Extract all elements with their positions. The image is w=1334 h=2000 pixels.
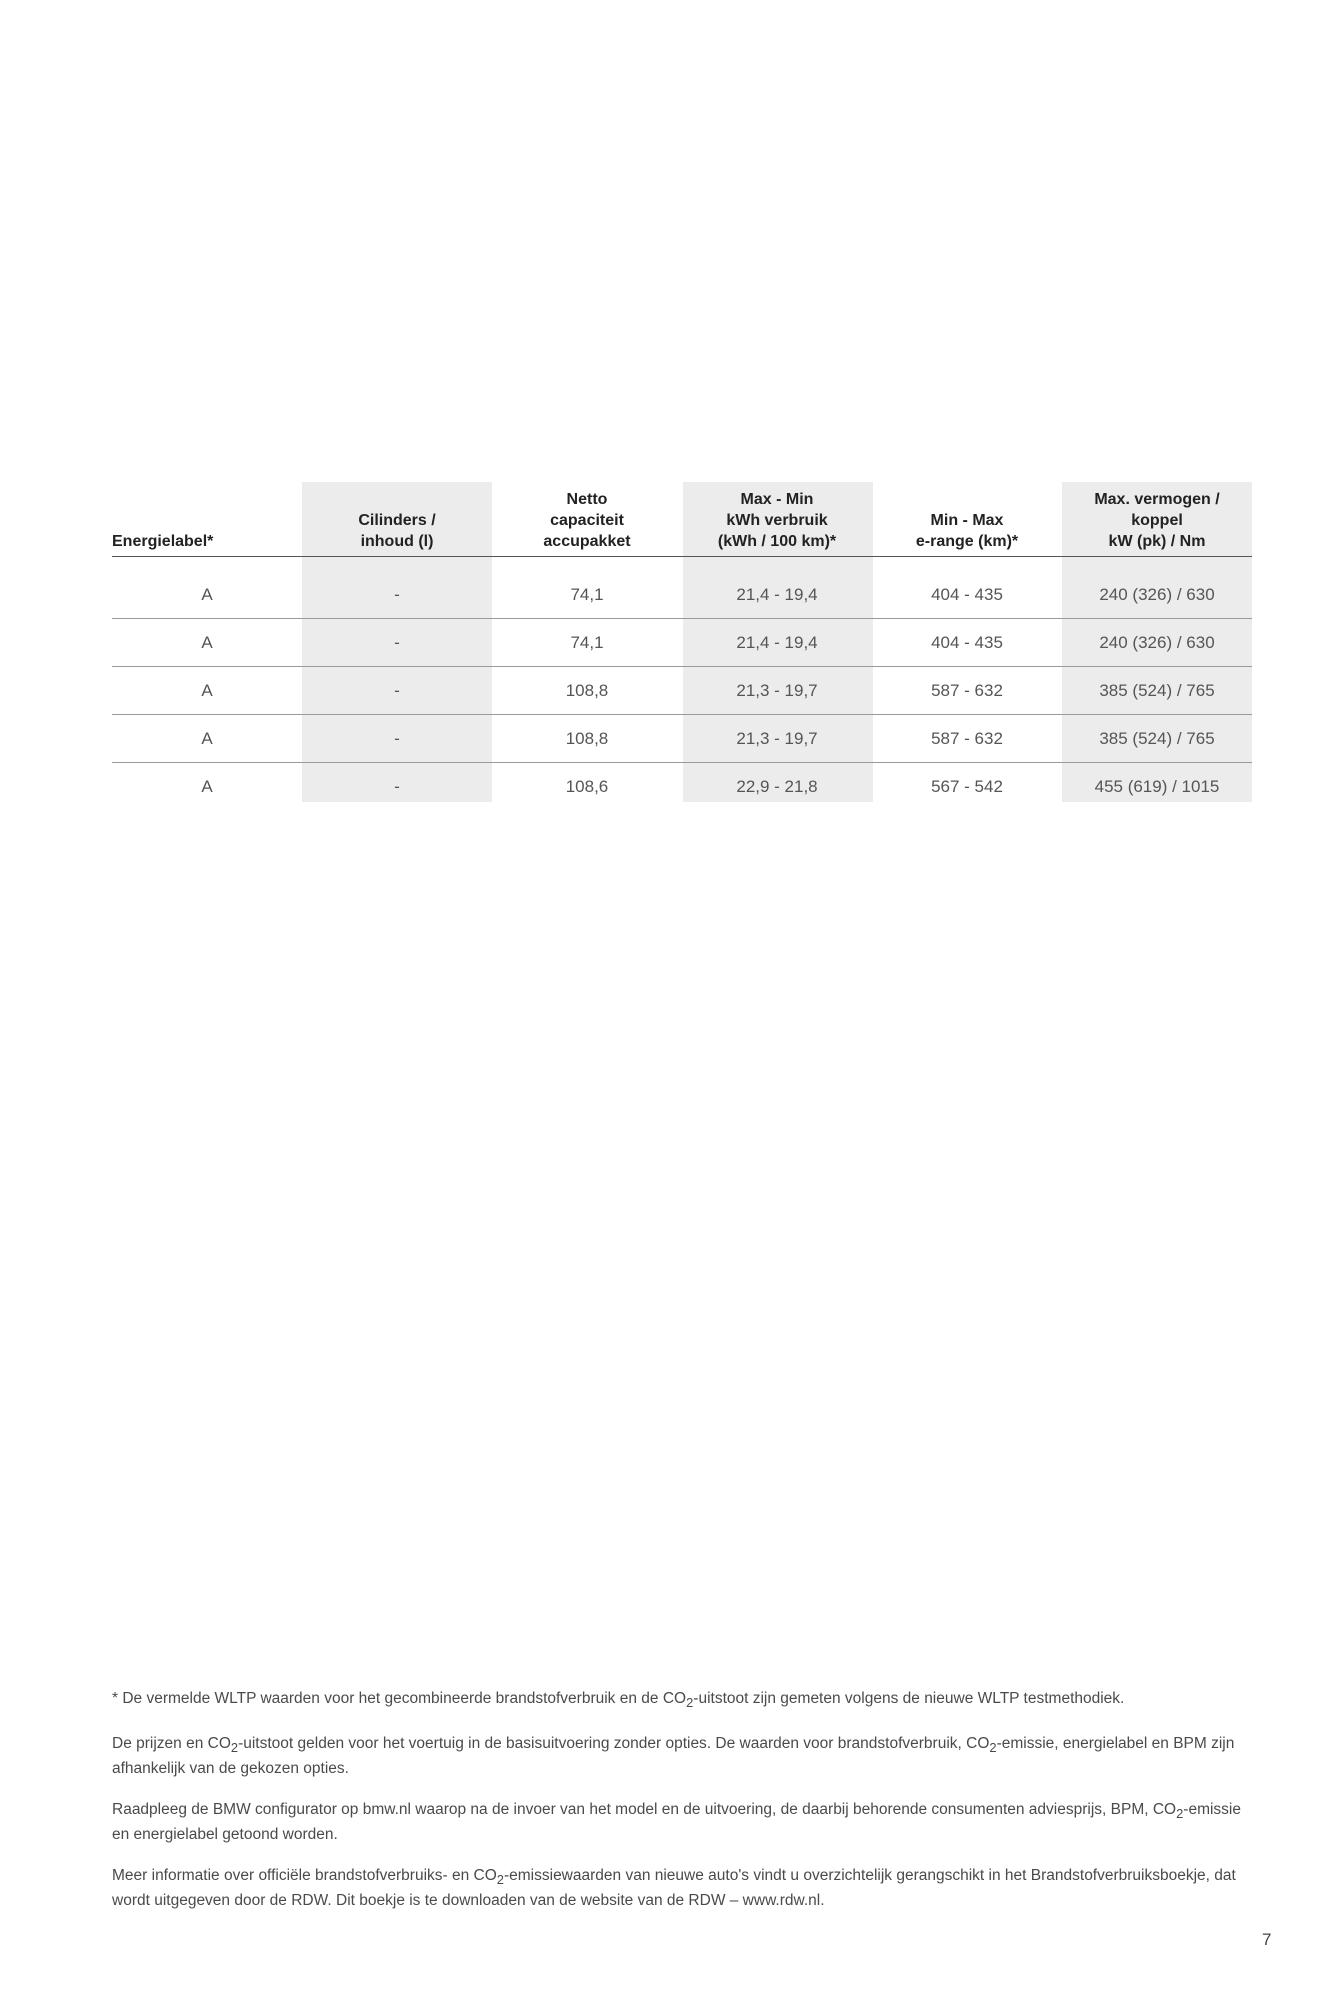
cell-vermogen: 385 (524) / 765 (1062, 667, 1252, 715)
header-netto-capaciteit: Netto capaciteit accupakket (543, 491, 631, 550)
cell-vermogen: 455 (619) / 1015 (1094, 776, 1220, 796)
cell-capaciteit: 74,1 (492, 619, 682, 667)
header-energielabel: Energielabel* (112, 533, 214, 550)
table-header-row (112, 482, 1252, 557)
cell-e-range: 567 - 542 (931, 776, 1003, 796)
cell-energielabel: A (112, 667, 302, 715)
table-row (112, 715, 1252, 763)
cell-verbruik: 21,3 - 19,7 (682, 667, 872, 715)
header-verbruik: Max - Min kWh verbruik (kWh / 100 km)* (717, 491, 837, 550)
footnote-prijzen: De prijzen en $CO_2$-uitstoot gelden voor het voertuig in de basisuitvoering zonder opties. De waarden voor brandstofverbruik, $CO_2$-emissie, energielabel en BPM zijn afhankelijk van de gekozen opties. (112, 1735, 1235, 1778)
footnote-rdw: Meer informatie over officiële brandstofverbruiks- en $CO_2$-emissiewaarden van nieuwe auto's vindt u overzichtelijk gerangschikt in het Brandstofverbruiksboekje, dat wordt uitgegeven door de RDW. Dit boekje is te downloaden van de website van de RDW – www.rdw.nl. (112, 1867, 1236, 1910)
cell-e-range: 587 - 632 (872, 715, 1062, 763)
header-e-range: Min - Max e-range (km)* (915, 512, 1019, 550)
cell-vermogen: 240 (326) / 630 (1062, 619, 1252, 667)
cell-capaciteit: 108,8 (492, 667, 682, 715)
cell-cilinders: - (302, 667, 492, 715)
cell-energielabel: A (112, 619, 302, 667)
cell-e-range: 404 - 435 (872, 619, 1062, 667)
footnote-wltp: * De vermelde WLTP waarden voor het gecombineerde brandstofverbruik en de $CO_2$-uitstoot zijn gemeten volgens de nieuwe WLTP testmethodiek. (112, 1690, 1125, 1711)
cell-capaciteit: 74,1 (492, 571, 682, 619)
table-spacer (112, 557, 1252, 572)
cell-verbruik: 21,4 - 19,4 (682, 619, 872, 667)
cell-energielabel: A (112, 571, 302, 619)
cell-capaciteit: 108,6 (565, 776, 609, 796)
table-row (112, 667, 1252, 715)
header-cilinders: Cilinders / inhoud (l) (358, 512, 436, 550)
cell-energielabel: A (112, 715, 302, 763)
cell-cilinders: - (394, 776, 400, 796)
cell-energielabel: A (201, 776, 213, 796)
page-number: 7 (1262, 1930, 1272, 1949)
table-row (112, 619, 1252, 667)
footnotes (112, 1688, 1262, 1931)
cell-vermogen: 385 (524) / 765 (1062, 715, 1252, 763)
cell-cilinders: - (302, 571, 492, 619)
cell-e-range: 404 - 435 (872, 571, 1062, 619)
cell-capaciteit: 108,8 (492, 715, 682, 763)
table-row (112, 571, 1252, 619)
header-vermogen: Max. vermogen / koppel kW (pk) / Nm (1094, 491, 1220, 550)
table-row (112, 763, 1252, 811)
cell-verbruik: 22,9 - 21,8 (736, 776, 818, 796)
cell-verbruik: 21,3 - 19,7 (682, 715, 872, 763)
footnote-configurator: Raadpleeg de BMW configurator op bmw.nl waarop na de invoer van het model en de uitvoering, de daarbij behorende consumenten adviesprijs, BPM, $CO_2$-emissie en energielabel getoond worden. (112, 1801, 1241, 1844)
spec-table (112, 482, 1252, 810)
cell-e-range: 587 - 632 (872, 667, 1062, 715)
cell-verbruik: 21,4 - 19,4 (682, 571, 872, 619)
cell-cilinders: - (302, 715, 492, 763)
cell-vermogen: 240 (326) / 630 (1062, 571, 1252, 619)
cell-cilinders: - (302, 619, 492, 667)
